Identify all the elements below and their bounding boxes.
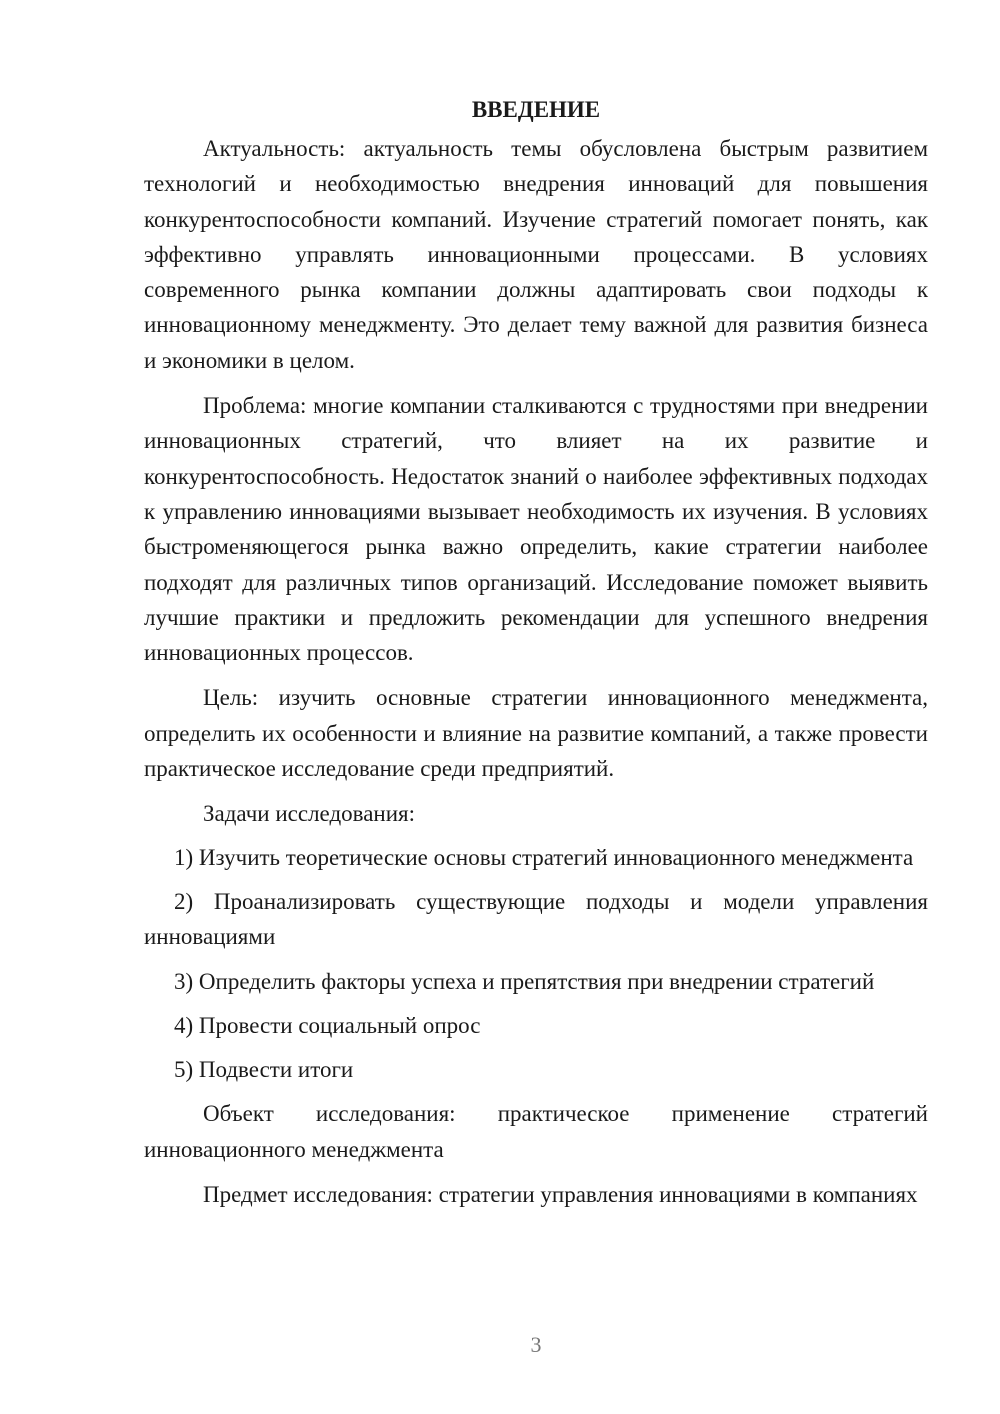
page-number: 3 [530,1332,542,1357]
section-title: ВВЕДЕНИЕ [471,97,601,122]
page-content [144,92,928,1222]
task-item-5: 5) Подвести итоги [174,1057,354,1083]
task-item-2: 2) Проанализировать существующие подходы и модели управления инновациями [144,888,928,950]
task-item-1: 1) Изучить теоретические основы стратегий инновационного менеджмента [174,844,914,870]
relevance-paragraph: Актуальность: актуальность темы обусловлена быстрым развитием технологий и необходимостью внедрения инноваций для повышения конкурентоспособности компаний. Изучение стратегий помогает понять, как эффективно управлять инновационными процессами. В условиях современного рынка компании должны адаптировать свои подходы к инновационному менеджменту. Это делает тему важной для развития бизнеса и экономики в целом. [144,136,928,373]
object-paragraph: Объект исследования: практическое применение стратегий инновационного менеджмента [144,1101,928,1162]
task-item-3: 3) Определить факторы успеха и препятствия при внедрении стратегий [174,968,875,994]
task-item-4: 4) Провести социальный опрос [174,1012,481,1038]
problem-paragraph: Проблема: многие компании сталкиваются с трудностями при внедрении инновационных стратегий, что влияет на их развитие и конкурентоспособность. Недостаток знаний о наиболее эффективных подходах к управлению инновациями вызывает необходимость их изучения. В условиях быстроменяющегося рынка важно определить, какие стратегии наиболее подходят для различных типов организаций. Исследование поможет выявить лучшие практики и предложить рекомендации для успешного внедрения инновационных процессов. [144,393,928,666]
goal-paragraph: Цель: изучить основные стратегии инновационного менеджмента, определить их особенности и влияние на развитие компаний, а также провести практическое исследование среди предприятий. [144,685,928,782]
subject-paragraph: Предмет исследования: стратегии управления инновациями в компаниях [203,1182,918,1208]
tasks-heading: Задачи исследования: [203,801,416,827]
